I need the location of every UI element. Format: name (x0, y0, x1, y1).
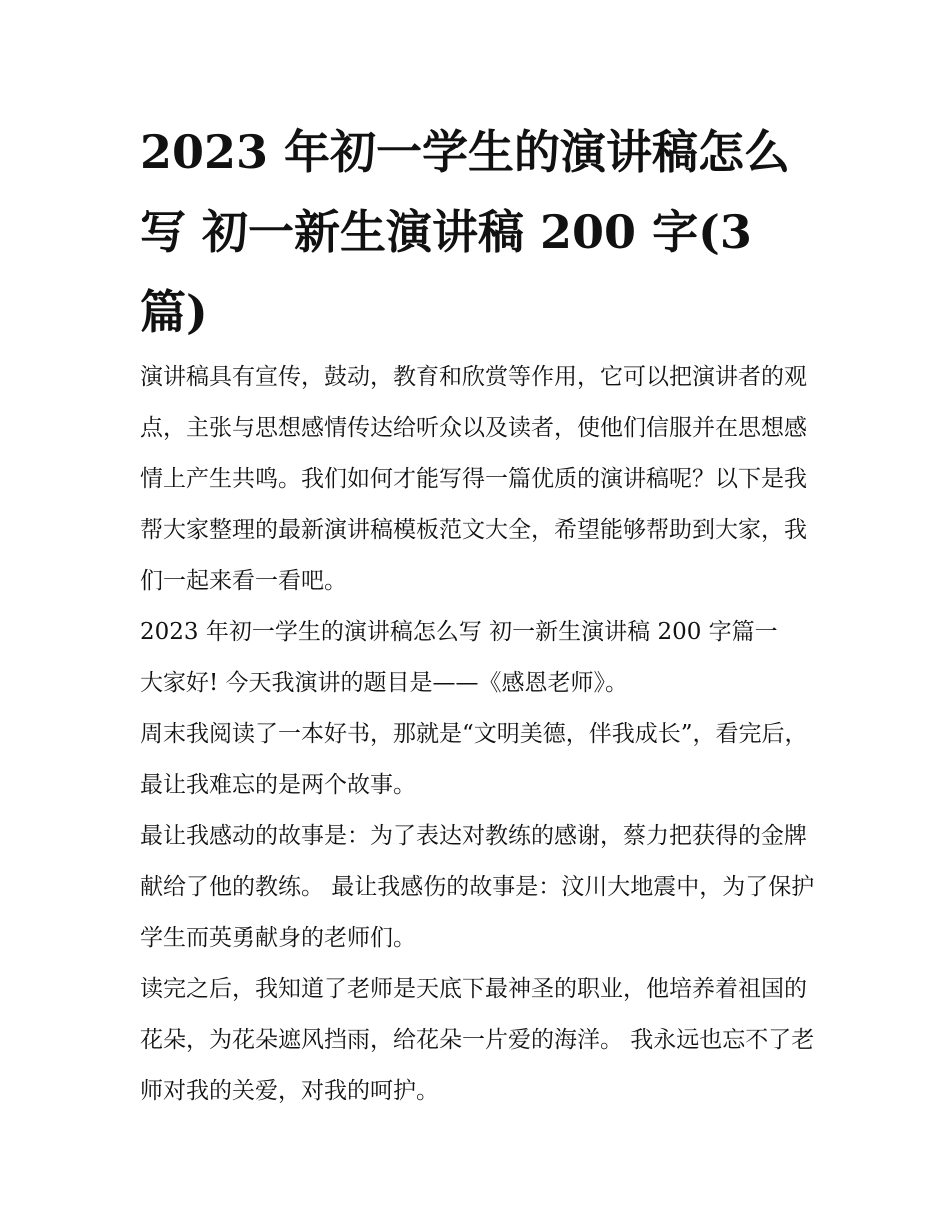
paragraph-stories: 最让我感动的故事是：为了表达对教练的感谢，蔡力把获得的金牌献给了他的教练。 最让我感伤的故事是：汶川大地震中，为了保护学生而英勇献身的老师们。 (140, 823, 815, 951)
paragraph-intro: 演讲稿具有宣传，鼓动，教育和欣赏等作用，它可以把演讲者的观点，主张与思想感情传达给听众以及读者，使他们信服并在思想感情上产生共鸣。我们如何才能写得一篇优质的演讲稿呢？以下是我帮大家整理的最新演讲稿模板范文大全，希望能够帮助到大家，我们一起来看一看吧。 (140, 364, 807, 594)
paragraph-reflection: 读完之后，我知道了老师是天底下最神圣的职业，他培养着祖国的花朵，为花朵遮风挡雨，给花朵一片爱的海洋。 我永远也忘不了老师对我的关爱，对我的呵护。 (140, 976, 815, 1104)
paragraph-weekend-reading: 周末我阅读了一本好书，那就是“文明美德，伴我成长”，看完后，最让我难忘的是两个故事。 (140, 721, 808, 798)
document-title: 2023 年初一学生的演讲稿怎么写 初一新生演讲稿 200 字(3 篇) (140, 125, 791, 339)
paragraph-greeting: 大家好! 今天我演讲的题目是——《感恩老师》。 (140, 670, 629, 696)
document-body (140, 352, 820, 1117)
paragraph-section-heading: 2023 年初一学生的演讲稿怎么写 初一新生演讲稿 200 字篇一 (140, 619, 778, 645)
